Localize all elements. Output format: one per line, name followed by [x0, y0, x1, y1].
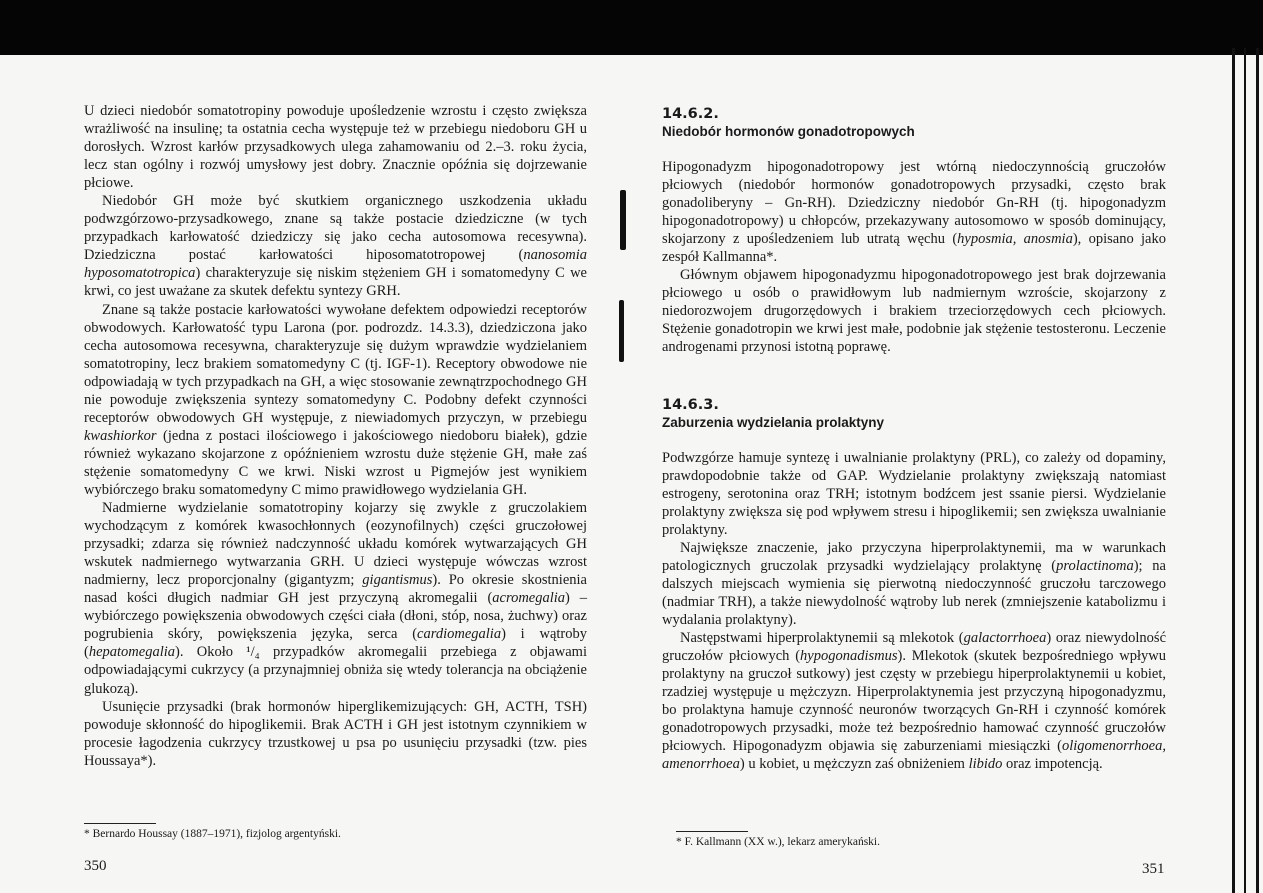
text-run: ) i wątroby (	[84, 626, 587, 661]
italic-term: hyposmia, anosmia	[957, 231, 1073, 248]
page-number-right: 351	[1142, 861, 1165, 877]
italic-term: hypogonadismus	[800, 648, 898, 665]
italic-term: acromegalia	[492, 590, 566, 607]
text-run: ), opisano jako zespół Kallmanna*.	[662, 231, 1166, 266]
text-run: (jedna z postaci ilościowego i jakościowego niedoboru białek), gdzie również wykazano skojarzone z opóźnieniem wzrostu duże stężenie GH, małe zaś stężenie somatomedyny C we krwi. Niski wzrost u Pigmejów jest wynikiem wybiórczego braku somatomedyny C mimo prawidłowego wydzielania GH.	[84, 427, 587, 498]
italic-term: nanosomia hyposomatotropica	[84, 247, 587, 282]
scan-top-shadow	[0, 0, 1263, 55]
text-run: Hipogonadyzm hipogonadotropowy jest wtórną niedoczynnością gruczołów płciowych (niedobór hormonów gonadotropowych przysadki, często brak gonadoliberyny – Gn-RH). Dziedziczny niedobór Gn-RH (tj. hipogonadyzm hipogonadotropowy) u chłopców, przekazywany autosomowo w sposób dominujący, skojarzony z upośledzeniem lub utratą węchu (	[662, 159, 1166, 248]
page-number-left: 350	[84, 858, 107, 874]
paragraph	[84, 192, 587, 300]
italic-term: libido	[968, 756, 1003, 773]
paragraph	[662, 629, 1166, 773]
left-page-body	[84, 102, 587, 770]
binding-edge	[1232, 48, 1235, 893]
italic-term: prolactinoma	[1056, 557, 1134, 574]
text-run: Nadmierne wydzielanie somatotropiny kojarzy się zwykle z gruczolakiem wychodzącym z komórek kwasochłonnych (eozynofilnych) części gruczołowej przysadki; zdarza się również nadczynność układu komórek wytwarzających GH wskutek nadmiernego wytwarzania GRH. U dzieci występuje wówczas wzrost nadmierny, lecz proporcjonalny (gigantyzm;	[84, 500, 587, 589]
text-run: Następstwami hiperprolaktynemii są mlekotok (	[680, 629, 964, 646]
paragraph	[84, 301, 587, 500]
section-title: Zaburzenia wydzielania prolaktyny	[662, 414, 885, 430]
paragraph	[662, 539, 1166, 629]
paragraph: Podwzgórze hamuje syntezę i uwalnianie prolaktyny (PRL), co zależy od dopaminy, prawdopodobnie także od GAP. Wydzielanie prolaktyny zwiększają natomiast estrogeny, serotonina oraz TRH; istotnym bodźcem jest ssanie piersi. Wydzielanie prolaktyny zwiększa się pod wpływem stresu i hipoglikemii; sen zwiększa uwalnianie prolaktyny.	[662, 449, 1166, 538]
text-run: ). Po okresie skostnienia nasad kości długich nadmiar GH jest przyczyną akromegalii (	[84, 572, 587, 607]
text-run: ) – wybiórczego powiększenia obwodowych części ciała (dłoni, stóp, nosa, żuchwy) oraz pogrubienia skóry, powiększenia języka, serca (	[84, 590, 587, 643]
paragraph	[662, 158, 1166, 266]
footnote-rule	[84, 823, 156, 824]
binding-edge-outer	[1256, 48, 1259, 893]
footnote-left: * Bernardo Houssay (1887–1971), fizjolog argentyński.	[84, 828, 341, 840]
text-run: oraz impotencją.	[1002, 756, 1103, 773]
section-body	[662, 158, 1166, 357]
text-run: Znane są także postacie karłowatości wywołane defektem odpowiedzi receptorów obwodowych. Karłowatość typu Larona (por. podrozdz. 14.3.3), dziedziczona jako cecha autosomowa recesywna, charakteryzuje się dużym wprawdzie wydzielaniem somatotropiny, lecz brakiem somatomedyny C (tj. IGF-1). Receptory obwodowe nie odpowiadają w tych przypadkach na GH, a więc stosowanie zewnątrzpochodnego GH nie powoduje zwiększenia syntezy somatomedyny C. Podobny defekt czynności receptorów obwodowych GH występuje, z niewiadomych przyczyn, w przebiegu	[84, 301, 587, 426]
text-run: Niedobór GH może być skutkiem organicznego uszkodzenia układu podwzgórzowo-przysadkowego, znane są także postacie dziedziczne (w tych przypadkach karłowatość dziedziczy się jako cecha autosomowa recesywna). Dziedziczna postać karłowatości hiposomatotropowej (	[84, 193, 587, 264]
text-run: ) oraz niewydolność gruczołów płciowych (	[662, 629, 1166, 665]
paragraph: Głównym objawem hipogonadyzmu hipogonadotropowego jest brak dojrzewania płciowego u osób o prawidłowym lub nadmiernym wzroście, skojarzony z niedorozwojem drugorzędowych i brakiem trzeciorzędowych cech płciowych. Stężenie gonadotropin we krwi jest małe, podobnie jak stężenie testosteronu. Leczenie androgenami przynosi istotną poprawę.	[662, 267, 1166, 356]
section-body	[662, 449, 1166, 774]
text-run: ). Mlekotok (skutek bezpośredniego wpływu prolaktyny na gruczoł sutkowy) jest częsty w przebiegu hiperprolaktynemii u kobiet, rzadziej występuje u mężczyzn. Hiperprolaktynemia jest przyczyną hipogonadyzmu, bo prolaktyna hamuje czynność neuronów tworzących Gn-RH i czynność komórek gonadotropowych przysadki, może też bezpośrednio hamować czynność gruczołów płciowych. Hipogonadyzm objawia się zaburzeniami miesiączki (	[662, 648, 1166, 755]
section-number: 14.6.2.	[662, 106, 719, 122]
section-number: 14.6.3.	[662, 396, 719, 413]
italic-term: cardiomegalia	[417, 626, 502, 643]
text-run: ). Około ¹/₄ przypadków akromegalii przebiega z objawami odpowiadającymi cukrzycy (a przynajmniej obniża się wtedy tolerancja na obciążenie glukozą).	[84, 644, 587, 697]
footnote-rule	[676, 831, 748, 832]
binding-edge-inner	[1244, 48, 1246, 893]
italic-term: hepatomegalia	[88, 644, 176, 661]
text-run: ); na dalszych miejscach wymienia się pierwotną niedoczynność gruczołu tarczowego (nadmiar TRH), a także niewydolność wątroby lub nerek (zmniejszenie katabolizmu i wydalania prolaktyny).	[662, 557, 1166, 628]
italic-term: galactorrhoea	[963, 629, 1047, 646]
right-page	[662, 106, 1166, 773]
paragraph	[84, 499, 587, 698]
section-title: Niedobór hormonów gonadotropowych	[662, 124, 915, 139]
text-run: Największe znaczenie, jako przyczyna hiperprolaktynemii, ma w warunkach patologicznych gruczolak przysadki wydzielający prolaktynę (	[662, 539, 1166, 574]
scan-mark	[620, 190, 626, 250]
text-run: ) charakteryzuje się niskim stężeniem GH i somatomedyny C we krwi, co jest uważane za skutek defektu syntezy GRH.	[84, 265, 587, 300]
paragraph: U dzieci niedobór somatotropiny powoduje upośledzenie wzrostu i często zwiększa wrażliwość na insulinę; ta ostatnia cecha występuje też w przebiegu niedoboru GH u dorosłych. Wzrost karłów przysadkowych ulega zahamowaniu od 2.–3. roku życia, lecz stan ogólny i rozwój umysłowy jest dobry. Znacznie opóźnia się dojrzewanie płciowe.	[84, 103, 587, 192]
left-page	[84, 102, 587, 770]
text-run: ) u kobiet, u mężczyzn zaś obniżeniem	[739, 756, 969, 773]
italic-term: oligomenorrhoea, amenorrhoea	[662, 738, 1166, 773]
italic-term: gigantismus	[362, 572, 433, 589]
footnote-right: * F. Kallmann (XX w.), lekarz amerykański.	[676, 836, 880, 848]
paragraph: Usunięcie przysadki (brak hormonów hiperglikemizujących: GH, ACTH, TSH) powoduje skłonność do hipoglikemii. Brak ACTH i GH jest istotnym czynnikiem w procesie łagodzenia cukrzycy trzustkowej u psa po usunięciu przysadki (tzw. pies Houssaya*).	[84, 698, 587, 769]
scan-mark	[619, 300, 624, 362]
italic-term: kwashiorkor	[84, 427, 157, 444]
